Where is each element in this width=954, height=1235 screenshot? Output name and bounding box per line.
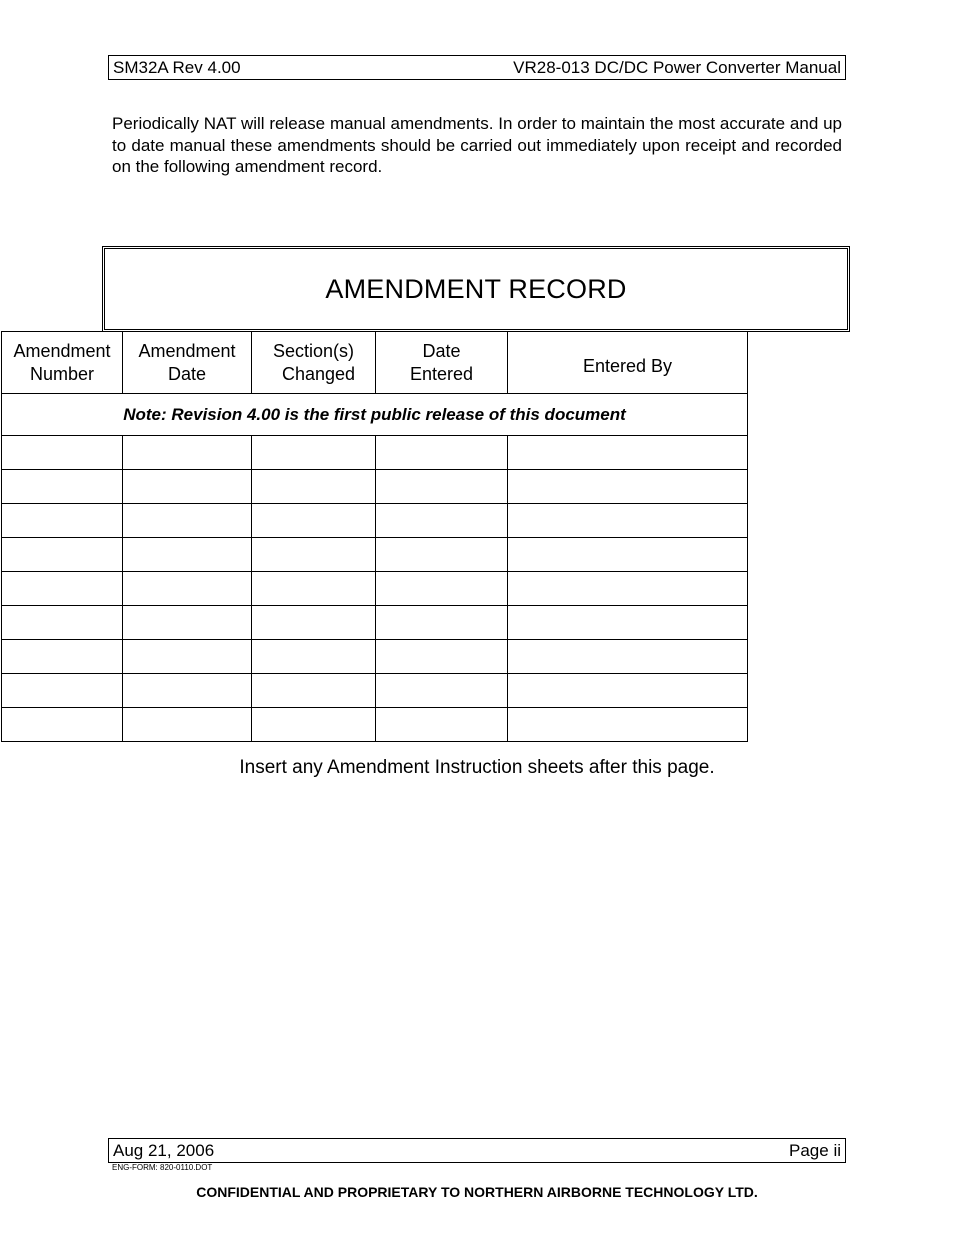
table-row (2, 538, 748, 572)
table-cell (2, 470, 123, 504)
table-row (2, 708, 748, 742)
table-cell (2, 640, 123, 674)
manual-title: VR28-013 DC/DC Power Converter Manual (513, 58, 841, 77)
table-cell (123, 470, 252, 504)
table-cell (123, 572, 252, 606)
table-cell (508, 606, 748, 640)
table-cell (508, 708, 748, 742)
table-cell (2, 436, 123, 470)
table-cell (376, 606, 508, 640)
table-row (2, 674, 748, 708)
confidential-notice: CONFIDENTIAL AND PROPRIETARY TO NORTHERN AIRBORNE TECHNOLOGY LTD. (196, 1184, 758, 1200)
table-cell (252, 708, 376, 742)
table-row (2, 504, 748, 538)
table-cell (123, 504, 252, 538)
document-id: SM32A Rev 4.00 (113, 58, 241, 77)
revision-note: Note: Revision 4.00 is the first public release of this document (2, 394, 748, 436)
table-header-row (2, 332, 748, 394)
col-label: Amendment (13, 340, 111, 361)
table-cell (376, 572, 508, 606)
table-cell (123, 640, 252, 674)
page-footer (108, 1138, 846, 1163)
table-cell (376, 640, 508, 674)
table-cell (376, 538, 508, 572)
col-amendment-date (123, 332, 252, 394)
page-number: Page ii (789, 1140, 841, 1160)
table-cell (2, 538, 123, 572)
table-cell (508, 538, 748, 572)
table-row (2, 640, 748, 674)
table-cell (376, 708, 508, 742)
col-entered-by (508, 332, 748, 394)
table-cell (508, 504, 748, 538)
col-label: Number (29, 363, 95, 384)
table-row (2, 436, 748, 470)
table-row (2, 572, 748, 606)
table-cell (123, 436, 252, 470)
table-cell (252, 470, 376, 504)
table-cell (123, 538, 252, 572)
col-amendment-number (2, 332, 123, 394)
note-row (2, 394, 748, 436)
table-cell (508, 674, 748, 708)
table-cell (123, 674, 252, 708)
table-cell (376, 504, 508, 538)
insert-instruction: Insert any Amendment Instruction sheets after this page. (239, 757, 715, 778)
table-cell (376, 674, 508, 708)
table-cell (252, 640, 376, 674)
table-cell (252, 436, 376, 470)
col-date-entered (376, 332, 508, 394)
page-header (108, 55, 846, 80)
col-label: Amendment (138, 340, 236, 361)
table-cell (2, 572, 123, 606)
intro-paragraph: Periodically NAT will release manual amendments. In order to maintain the most accurate and up to date manual these amendments should be carried out immediately upon receipt and recorded on the following amendment record. (112, 114, 842, 176)
table-row (2, 606, 748, 640)
footer-date: Aug 21, 2006 (113, 1140, 215, 1160)
table-cell (508, 572, 748, 606)
table-cell (123, 606, 252, 640)
form-id: ENG-FORM: 820-0110.DOT (112, 1163, 213, 1172)
table-cell (2, 708, 123, 742)
col-label: Changed (281, 363, 356, 384)
col-sections-changed (252, 332, 376, 394)
col-label: Date (167, 363, 207, 384)
table-cell (2, 504, 123, 538)
col-label: Section(s) (272, 340, 355, 361)
table-cell (252, 572, 376, 606)
table-cell (508, 436, 748, 470)
table-row (2, 470, 748, 504)
amendment-record-title: AMENDMENT RECORD (102, 246, 850, 332)
table-cell (252, 674, 376, 708)
table-cell (123, 708, 252, 742)
col-label: Date (422, 340, 461, 361)
table-cell (252, 606, 376, 640)
table-cell (252, 538, 376, 572)
table-cell (508, 470, 748, 504)
col-label: Entered (409, 363, 474, 384)
col-label: Entered By (582, 356, 673, 376)
table-cell (376, 470, 508, 504)
table-cell (252, 504, 376, 538)
table-cell (2, 606, 123, 640)
table-cell (376, 436, 508, 470)
amendment-table (1, 331, 748, 742)
table-cell (2, 674, 123, 708)
table-cell (508, 640, 748, 674)
